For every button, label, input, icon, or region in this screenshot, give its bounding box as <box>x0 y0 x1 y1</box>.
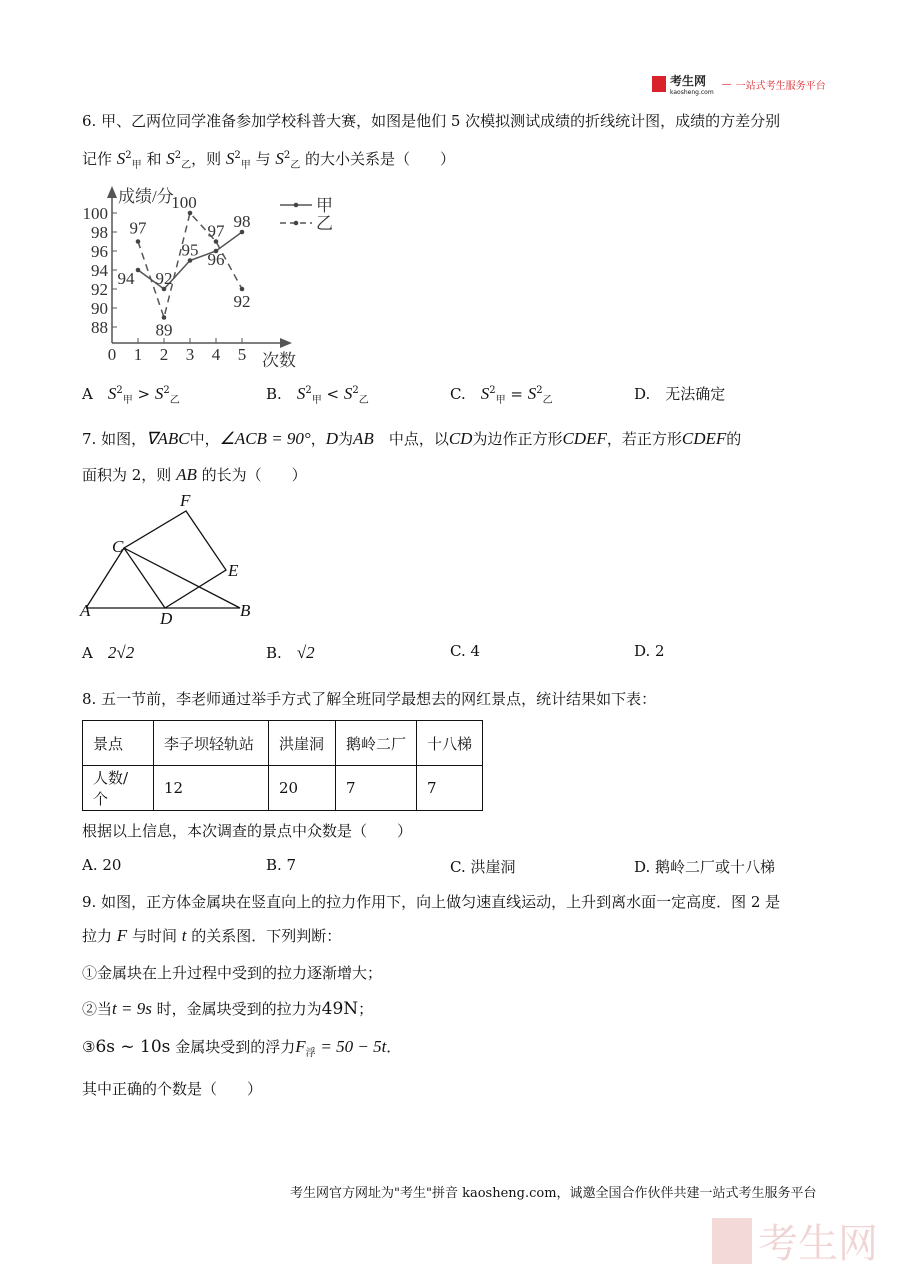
footer-text: 考生网官方网址为"考生"拼音 kaosheng.com，诚邀全国合作伙伴共建一站式考生服务平台 <box>290 1186 817 1201</box>
q9-statement-3: ③6s ~ 10s 金属块受到的浮力$F_浮 = 50 - 5t$． <box>82 1037 402 1059</box>
y-axis-label: 成绩/分 <box>118 187 174 206</box>
watermark-logo-icon <box>712 1218 752 1264</box>
q9-statement-1: ①金属块在上升过程中受到的拉力逐渐增大； <box>82 964 383 982</box>
legend-marker <box>294 221 299 226</box>
y-tick-label: 94 <box>91 261 108 280</box>
y-tick-label: 100 <box>82 204 108 223</box>
data-label: 94 <box>117 269 135 288</box>
q8-option-c[interactable]: C. 洪崖洞 <box>450 858 516 876</box>
q8-line1: 8. 五一节前，李老师通过举手方式了解全班同学最想去的网红景点，统计结果如下表： <box>82 690 657 708</box>
data-label: 100 <box>171 193 197 212</box>
point-f-label: F <box>180 491 191 510</box>
header-logo: 考生网 kaosheng.com — 一站式考生服务平台 <box>652 72 826 96</box>
point-c-label: C <box>112 537 124 556</box>
y-tick-label: 98 <box>91 223 108 242</box>
q9-statement-2: ②当t = 9s 时，金属块受到的拉力为49N； <box>82 999 374 1019</box>
point-b-label: B <box>240 601 251 620</box>
data-label: 92 <box>233 292 251 311</box>
data-label: 97 <box>129 218 147 238</box>
data-label: 97 <box>207 221 225 241</box>
q7-line2: 面积为 2，则 AB 的长为（ ） <box>82 465 307 484</box>
q9-line2: 拉力 F 与时间 t 的关系图．下列判断： <box>82 926 342 945</box>
data-label: 95 <box>181 240 199 260</box>
x-tick-label: 1 <box>133 345 143 364</box>
q6-option-c[interactable]: C. $S^2_甲 = S^2_乙$ <box>450 384 553 406</box>
q8-line2: 根据以上信息，本次调查的景点中众数是（ ） <box>82 822 413 840</box>
x-tick-label: 0 <box>107 345 117 364</box>
x-tick-label: 4 <box>211 345 221 364</box>
q7-option-d[interactable]: D. 2 <box>634 642 665 660</box>
x-tick-label: 3 <box>185 345 195 364</box>
data-label: 89 <box>155 320 173 340</box>
y-tick-label: 90 <box>91 299 108 318</box>
point-d-label: D <box>160 609 173 628</box>
table-row: 景点 李子坝轻轨站 洪崖洞 鹅岭二厂 十八梯 <box>83 721 483 766</box>
legend-label: 甲 <box>316 196 333 215</box>
point-e-label: E <box>228 561 239 580</box>
q7-option-a[interactable]: A 2√2 <box>82 643 135 662</box>
logo-text: 考生网 <box>670 74 707 88</box>
legend-label: 乙 <box>316 214 333 233</box>
q7-option-c[interactable]: C. 4 <box>450 642 481 660</box>
q8-option-d[interactable]: D. 鹅岭二厂或十八梯 <box>634 858 776 876</box>
q6-option-a[interactable]: A $S^2_甲 > S^2_乙$ <box>82 384 180 406</box>
table-row: 人数/个 12 20 7 7 <box>83 766 483 811</box>
q9-line1: 9. 如图，正方体金属块在竖直向上的拉力作用下，向上做匀速直线运动，上升到离水面一定高度．图 2 是 <box>82 893 781 911</box>
y-tick-label: 88 <box>91 318 108 337</box>
watermark: 考生网 <box>712 1212 878 1269</box>
q6-option-d[interactable]: D. 无法确定 <box>634 385 726 403</box>
x-tick-label: 5 <box>237 345 247 364</box>
y-tick-label: 96 <box>91 242 108 261</box>
point-a-label: A <box>80 601 91 620</box>
geometry-figure <box>0 0 280 640</box>
q6-option-b[interactable]: B. $S^2_甲 < S^2_乙$ <box>266 384 369 406</box>
data-label: 92 <box>155 269 173 288</box>
data-label: 96 <box>207 250 225 269</box>
q7-line1: 7. 如图，∇ABC中，∠ACB = 90°，D为AB 中点，以CD为边作正方形CDEF，若正方形CDEF的 <box>82 429 742 448</box>
q8-option-b[interactable]: B. 7 <box>266 856 297 874</box>
logo-sub: kaosheng.com <box>670 89 714 96</box>
q7-option-b[interactable]: B. √2 <box>266 643 315 662</box>
q6-line1: 6. 甲、乙两位同学准备参加学校科普大赛，如图是他们 5 次模拟测试成绩的折线统计图，成绩的方差分别 <box>82 112 781 130</box>
logo-icon <box>652 76 666 92</box>
x-tick-label: 2 <box>159 345 169 364</box>
x-axis-arrow <box>280 338 292 348</box>
survey-table <box>82 720 483 811</box>
q9-question: 其中正确的个数是（ ） <box>82 1080 263 1098</box>
q8-option-a[interactable]: A. 20 <box>82 856 122 874</box>
legend-marker <box>294 203 299 208</box>
data-label: 98 <box>233 212 251 231</box>
y-tick-label: 92 <box>91 280 108 299</box>
header-slogan: 一站式考生服务平台 <box>735 80 826 92</box>
q6-line2: 记作 $S^2_甲$ 和 $S^2_乙$，则 $S^2_甲$ 与 $S^2_乙$ 的大小关系是（ ） <box>82 149 456 171</box>
x-axis-label: 次数 <box>262 351 296 370</box>
